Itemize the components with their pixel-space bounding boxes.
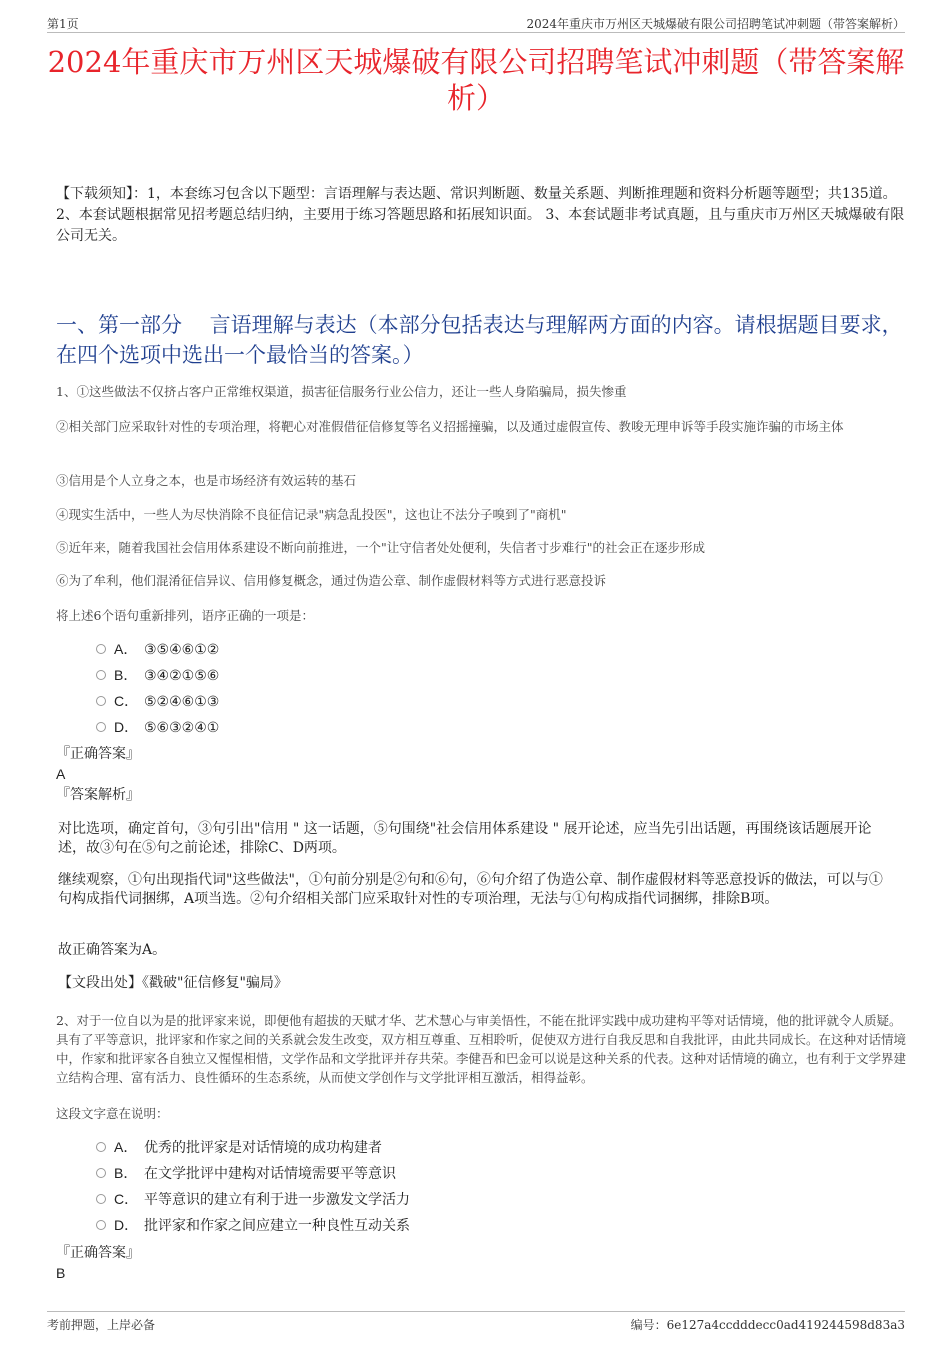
footer-slogan: 考前押题，上岸必备 [47,1318,156,1332]
page-footer [47,1311,905,1334]
radio-icon[interactable] [96,1220,106,1230]
footer-doc-id: 编号：6e127a4ccdddecc0ad419244598d83a3 [630,1318,905,1332]
page-number: 第1页 [47,17,79,31]
q1-analysis-3: 故正确答案为A。 [58,942,167,958]
q2-option-a[interactable]: A． 优秀的批评家是对话情境的成功构建者 [96,1137,382,1157]
q1-sentence-4: ④现实生活中，一些人为尽快消除不良征信记录"病急乱投医"，这也让不法分子嗅到了"商机" [56,507,567,522]
q1-option-b[interactable]: B． ③④②①⑤⑥ [96,665,219,685]
q1-option-a[interactable]: A． ③⑤④⑥①② [96,639,219,659]
q2-stem: 2、对于一位自以为是的批评家来说，即便他有超拔的天赋才华、艺术慧心与审美悟性，不能在批评实践中成功建构平等对话情境，他的批评就令人质疑。具有了平等意识，批评家和作家之间的关系就会发生改变，双方相互尊重、互相聆听，促使双方进行自我反思和自我批评，由此共同成长。在这种对话情境中，作家和批评家各自独立又惺惺相惜，文学作品和文学批评并存共荣。李健吾和巴金可以说是这种关系的代表。这种对话情境的确立，也有利于文学界建立结构合理、富有活力、良性循环的生态系统，从而使文学创作与文学批评相互激活，相得益彰。 [56,1013,907,1085]
section-heading: 一、第一部分 言语理解与表达（本部分包括表达与理解两方面的内容。请根据题目要求，在四个选项中选出一个最恰当的答案。） [56,313,903,367]
radio-icon[interactable] [96,1168,106,1178]
q2-answer-label: 『正确答案』 [56,1245,140,1261]
q2-prompt: 这段文字意在说明： [56,1106,169,1121]
header-doc-title: 2024年重庆市万州区天城爆破有限公司招聘笔试冲刺题（带答案解析） [526,17,905,31]
q1-prompt: 将上述6个语句重新排列，语序正确的一项是： [56,608,314,623]
q2-answer: B [56,1265,66,1281]
q1-answer: A [56,766,66,782]
q1-option-d[interactable]: D． ⑤⑥③②④① [96,717,219,737]
q2-option-c[interactable]: C． 平等意识的建立有利于进一步激发文学活力 [96,1189,410,1209]
document-title: 2024年重庆市万州区天城爆破有限公司招聘笔试冲刺题（带答案解析） [47,45,905,115]
q1-sentence-6: ⑥为了牟利，他们混淆征信异议、信用修复概念，通过伪造公章、制作虚假材料等方式进行恶意投诉 [56,573,607,588]
q1-sentence-3: ③信用是个人立身之本，也是市场经济有效运转的基石 [56,473,357,488]
download-notice: 【下载须知】：1，本套练习包含以下题型：言语理解与表达题、常识判断题、数量关系题、判断推理题和资料分析题等题型；共135道。 2、本套试题根据常见招考题总结归纳，主要用于练习答题思路和拓展知识面。 3、本套试题非考试真题，且与重庆市万州区天城爆破有限公司无关。 [56,186,905,244]
q2-option-b[interactable]: B． 在文学批评中建构对话情境需要平等意识 [96,1163,396,1183]
q2-option-d[interactable]: D． 批评家和作家之间应建立一种良性互动关系 [96,1215,410,1235]
radio-icon[interactable] [96,644,106,654]
radio-icon[interactable] [96,1194,106,1204]
radio-icon[interactable] [96,670,106,680]
radio-icon[interactable] [96,722,106,732]
radio-icon[interactable] [96,696,106,706]
q1-source: 【文段出处】《戳破"征信修复"骗局》 [58,975,288,991]
q1-analysis-1: 对比选项，确定首句，③句引出"信用 " 这一话题，⑤句围绕"社会信用体系建设 " 展开论述，应当先引出话题，再围绕该话题展开论述，故③句在⑤句之前论述，排除C、D两项。 [58,821,872,856]
q1-sentence-2: ②相关部门应采取针对性的专项治理，将靶心对准假借征信修复等名义招摇撞骗，以及通过虚假宣传、教唆无理申诉等手段实施诈骗的市场主体 [56,419,844,434]
q1-sentence-5: ⑤近年来，随着我国社会信用体系建设不断向前推进，一个"让守信者处处便利，失信者寸步难行"的社会正在逐步形成 [56,540,706,555]
radio-icon[interactable] [96,1142,106,1152]
q1-analysis-2: 继续观察，①句出现指代词"这些做法"，①句前分别是②句和⑥句，⑥句介绍了伪造公章、制作虚假材料等恶意投诉的做法，可以与①句构成指代词捆绑，A项当选。②句介绍相关部门应采取针对性的专项治理，无法与①句构成指代词捆绑，排除B项。 [58,872,883,907]
q1-sentence-1: 1、①这些做法不仅挤占客户正常维权渠道，损害征信服务行业公信力，还让一些人身陷骗局，损失惨重 [56,384,627,399]
q1-analysis-label: 『答案解析』 [56,787,140,803]
page-header [47,10,905,33]
q1-option-c[interactable]: C． ⑤②④⑥①③ [96,691,219,711]
q1-answer-label: 『正确答案』 [56,746,140,762]
